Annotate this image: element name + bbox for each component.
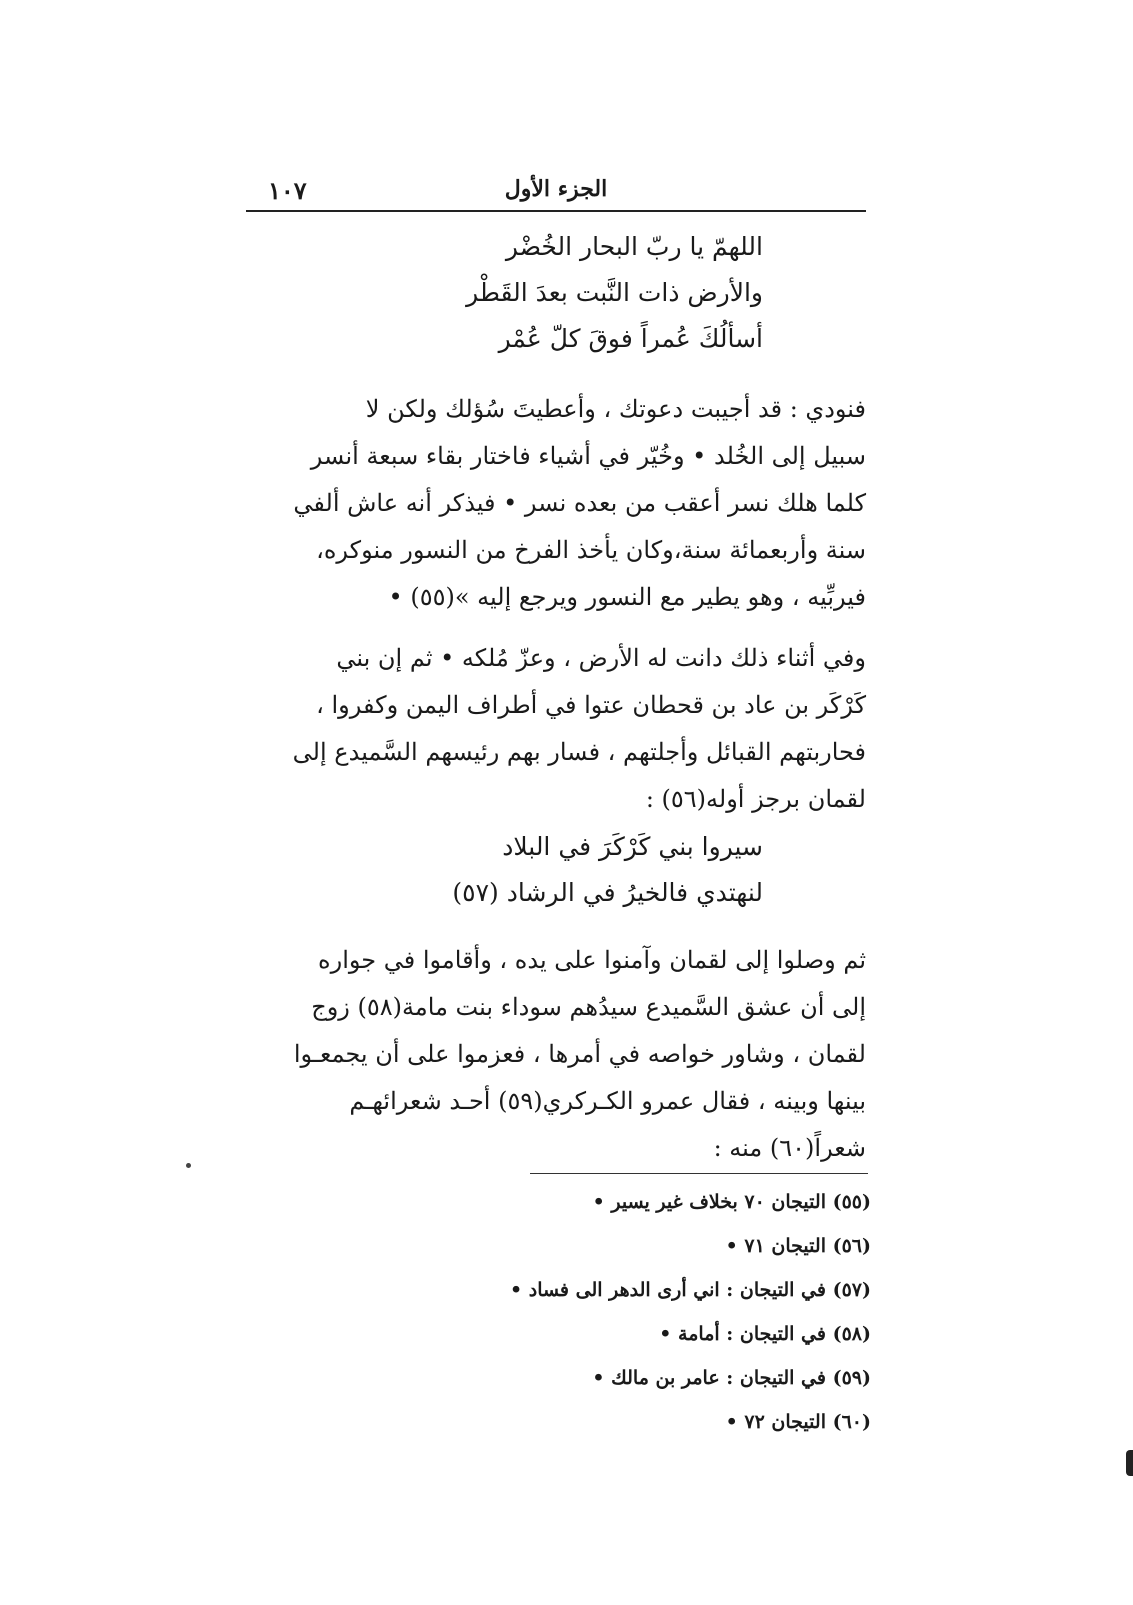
verse-line: والأرض ذات النَّبت بعدَ القَطْر: [466, 278, 763, 307]
page-header: [246, 174, 866, 212]
text-line: شعراً(٦٠) منه :: [713, 1134, 866, 1162]
page-edge-mark: [1126, 1450, 1133, 1476]
text-line: إلى أن عشق السَّميدع سيدُهم سوداء بنت مامة(٥٨) زوج: [311, 993, 866, 1021]
text-line: كلما هلك نسر أعقب من بعده نسر • فيذكر أنه عاش ألفي: [293, 489, 866, 517]
verse-line: أسألُكَ عُمراً فوقَ كلّ عُمْر: [498, 324, 763, 353]
text-line: سنة وأربعمائة سنة،وكان يأخذ الفرخ من النسور منوكره،: [316, 536, 866, 564]
verse-line: سيروا بني كَرْكَرَ في البلاد: [502, 832, 763, 861]
running-title: الجزء الأول: [504, 176, 608, 202]
text-line: كَرْكَر بن عاد بن قحطان عتوا في أطراف اليمن وكفروا ،: [316, 691, 866, 719]
footnote: (٥٨) في التيجان : أمامة •: [659, 1323, 871, 1345]
verse-line: لنهتدي فالخيرُ في الرشاد (٥٧): [452, 878, 763, 907]
text-line: سبيل إلى الخُلد • وخُيّر في أشياء فاختار بقاء سبعة أنسر: [310, 442, 866, 470]
paragraph-2: [246, 635, 866, 823]
paragraph-3: [246, 937, 866, 1172]
text-line: ثم وصلوا إلى لقمان وآمنوا على يده ، وأقاموا في جواره: [318, 946, 866, 974]
text-line: فحاربتهم القبائل وأجلتهم ، فسار بهم رئيسهم السَّميدع إلى: [292, 738, 866, 766]
text-line: وفي أثناء ذلك دانت له الأرض ، وعزّ مُلكه • ثم إن بني: [336, 644, 866, 672]
footnote: (٥٧) في التيجان : اني أرى الدهر الى فساد •: [509, 1279, 871, 1301]
text-line: فنودي : قد أجيبت دعوتك ، وأعطيتَ سُؤلك ولكن لا: [365, 395, 866, 423]
text-line: لقمان ، وشاور خواصه في أمرها ، فعزموا على أن يجمعـوا: [293, 1040, 866, 1068]
footnotes: [451, 1180, 871, 1444]
paragraph-1: [246, 386, 866, 621]
text-line: لقمان برجز أوله(٥٦) :: [645, 785, 866, 813]
verse-block-2: [452, 824, 763, 916]
footnote: (٥٦) التيجان ٧١ •: [725, 1235, 871, 1257]
footnote-divider: [530, 1173, 868, 1174]
ink-speck: [186, 1163, 191, 1168]
text-line: فيربِّيه ، وهو يطير مع النسور ويرجع إليه »(٥٥) •: [388, 583, 866, 611]
verse-block-1: [466, 224, 763, 362]
page-number: ١٠٧: [268, 176, 307, 205]
footnote: (٥٩) في التيجان : عامر بن مالك •: [592, 1367, 871, 1389]
text-line: بينها وبينه ، فقال عمرو الكـركري(٥٩) أحـد شعرائهـم: [349, 1087, 866, 1115]
footnote: (٥٥) التيجان ٧٠ بخلاف غير يسير •: [592, 1191, 871, 1213]
verse-line: اللهمّ يا ربّ البحار الخُضْر: [505, 232, 763, 261]
footnote: (٦٠) التيجان ٧٢ •: [725, 1411, 871, 1433]
